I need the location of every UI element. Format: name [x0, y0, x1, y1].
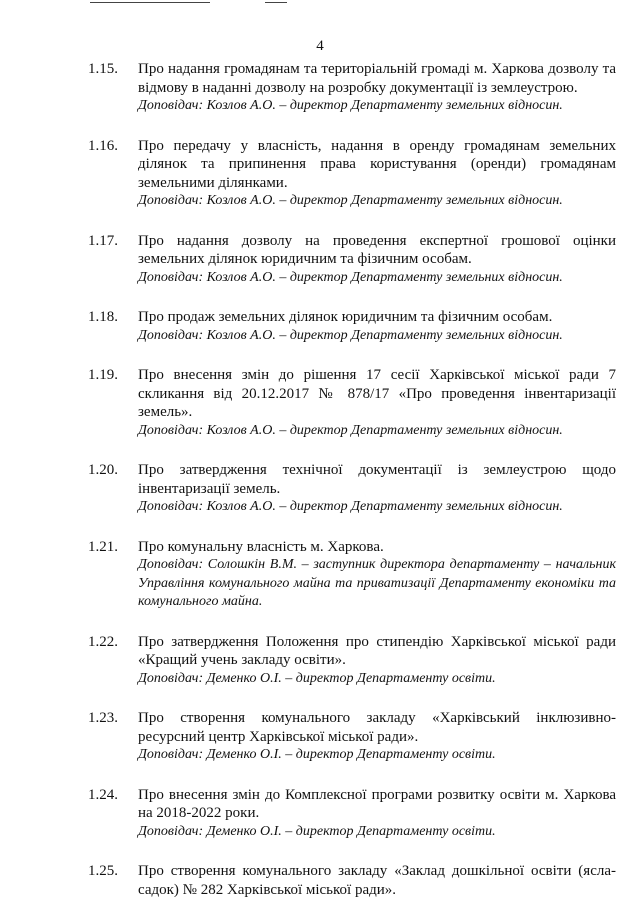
agenda-item-speaker: Доповідач: Козлов А.О. – директор Департаменту земельних відносин.	[138, 327, 563, 343]
top-rule-left	[90, 2, 210, 3]
agenda-item-title: Про затвердження технічної документації із землеустрою щодо інвентаризації земель.	[138, 462, 616, 497]
agenda-item	[88, 633, 616, 689]
top-edge-rules	[0, 0, 640, 6]
agenda-item-title: Про створення комунального закладу «Харківський інклюзивно-ресурсний центр Харківської міської ради».	[138, 710, 616, 745]
agenda-item-number: 1.20.	[88, 462, 118, 478]
agenda-item	[88, 232, 616, 288]
agenda-item-title: Про створення комунального закладу «Заклад дошкільної освіти (ясла-садок) № 282 Харківської міської ради».	[138, 863, 616, 898]
agenda-item-title: Про передачу у власність, надання в оренду громадянам земельних ділянок та припинення права користування (оренди) громадянам земельними ділянками.	[138, 137, 616, 191]
agenda-item	[88, 538, 616, 612]
agenda-item-number: 1.25.	[88, 863, 118, 879]
agenda-item-body	[138, 461, 616, 517]
agenda-item	[88, 137, 616, 211]
agenda-item	[88, 862, 616, 899]
agenda-item-number: 1.24.	[88, 786, 118, 803]
agenda-item-body	[138, 633, 616, 689]
agenda-item-speaker: Доповідач: Козлов А.О. – директор Департаменту земельних відносин.	[138, 269, 563, 285]
agenda-item-speaker: Доповідач: Козлов А.О. – директор Департаменту земельних відносин.	[138, 422, 563, 438]
agenda-item-number: 1.17.	[88, 232, 118, 249]
agenda-item-number: 1.21.	[88, 538, 118, 555]
agenda-item-number: 1.19.	[88, 367, 118, 383]
agenda-item-number: 1.22.	[88, 633, 118, 650]
agenda-item-speaker: Доповідач: Деменко О.І. – директор Департаменту освіти.	[138, 747, 496, 762]
agenda-item-body	[138, 709, 616, 765]
agenda-item-body	[138, 366, 616, 440]
agenda-item-title: Про внесення змін до рішення 17 сесії Харківської міської ради 7 скликання від 20.12.2017 № 878/17 «Про проведення інвентаризації земель».	[138, 367, 616, 420]
agenda-item-speaker: Доповідач: Деменко О.І. – директор Департаменту освіти.	[138, 670, 496, 686]
agenda-item-speaker: Доповідач: Солошкін В.М. – заступник директора департаменту – начальник Управління комунального майна та приватизації Департаменту економіки та комунального майна.	[138, 557, 616, 609]
agenda-item-title: Про надання громадянам та територіальній громаді м. Харкова дозволу та відмову в наданні дозволу на розробку документації із землеустрою.	[138, 61, 616, 96]
agenda-item-title: Про внесення змін до Комплексної програми розвитку освіти м. Харкова на 2018-2022 роки.	[138, 786, 616, 821]
agenda-item-body	[138, 786, 616, 842]
agenda-item-body	[138, 137, 616, 211]
top-rule-right	[265, 2, 287, 3]
agenda-item-body	[138, 308, 616, 345]
agenda-item	[88, 60, 616, 116]
agenda-item	[88, 786, 616, 842]
agenda-item-speaker: Доповідач: Козлов А.О. – директор Департаменту земельних відносин.	[138, 98, 563, 113]
agenda-item-body	[138, 60, 616, 116]
agenda-item	[88, 709, 616, 765]
agenda-item-number: 1.15.	[88, 61, 118, 77]
agenda-list	[88, 60, 616, 920]
agenda-item-body	[138, 232, 616, 288]
agenda-item	[88, 366, 616, 440]
agenda-item	[88, 308, 616, 345]
agenda-item-title: Про комунальну власність м. Харкова.	[138, 538, 384, 555]
page-number: 4	[316, 38, 324, 54]
agenda-item	[88, 461, 616, 517]
agenda-item-body	[138, 538, 616, 612]
agenda-item-speaker: Доповідач: Козлов А.О. – директор Департаменту земельних відносин.	[138, 193, 563, 208]
agenda-item-number: 1.23.	[88, 710, 118, 726]
agenda-item-title: Про надання дозволу на проведення експертної грошової оцінки земельних ділянок юридичним та фізичним особам.	[138, 232, 616, 267]
agenda-item-speaker: Доповідач: Деменко О.І. – директор Департаменту освіти.	[138, 823, 496, 839]
agenda-item-title: Про затвердження Положення про стипендію Харківської міської ради «Кращий учень закладу освіти».	[138, 633, 616, 668]
agenda-item-body	[138, 862, 616, 899]
agenda-item-number: 1.18.	[88, 309, 118, 325]
agenda-item-title: Про продаж земельних ділянок юридичним та фізичним особам.	[138, 309, 553, 325]
agenda-item-speaker: Доповідач: Козлов А.О. – директор Департаменту земельних відносин.	[138, 499, 563, 514]
agenda-item-number: 1.16.	[88, 137, 118, 154]
